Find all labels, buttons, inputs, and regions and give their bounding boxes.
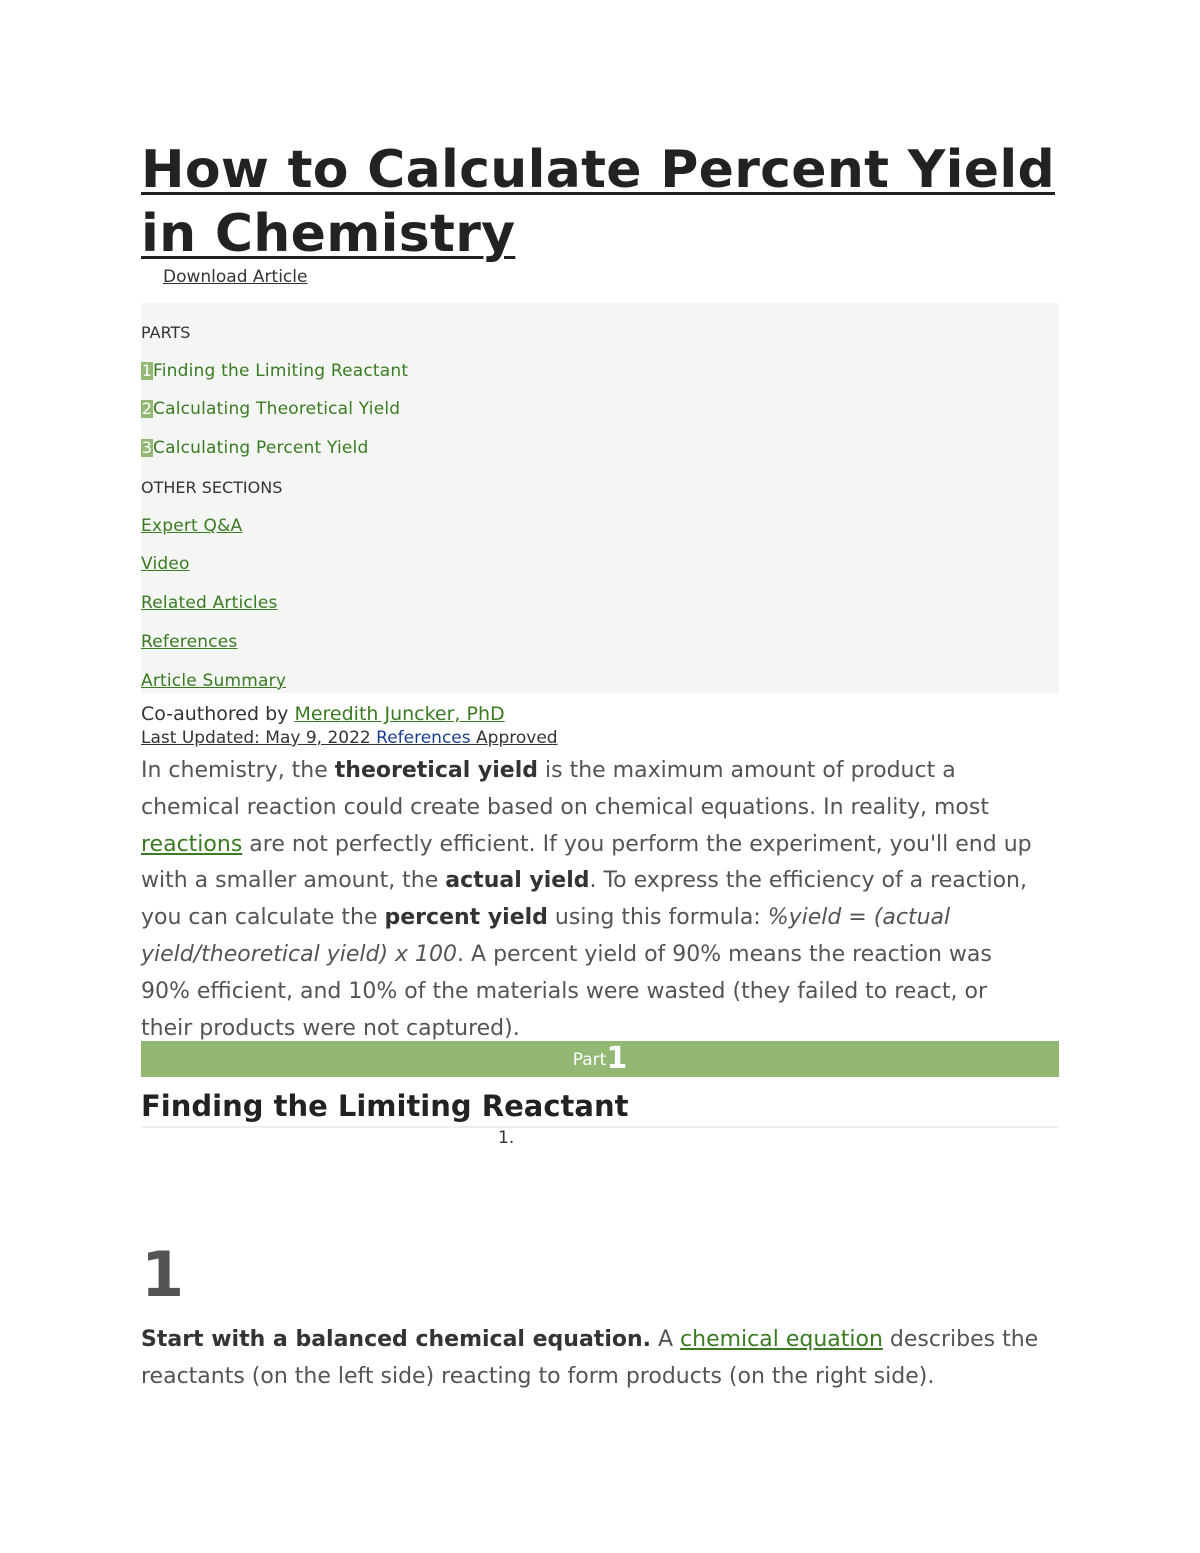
- step-text: [141, 1321, 1059, 1395]
- article-page: [141, 138, 1059, 1389]
- toc-part-label: Calculating Theoretical Yield: [153, 399, 401, 419]
- toc-other-heading: OTHER SECTIONS: [141, 478, 283, 497]
- toc-part-label: Finding the Limiting Reactant: [153, 361, 409, 381]
- toc-article-summary-link[interactable]: Article Summary: [141, 671, 287, 691]
- intro-bold: theoretical yield: [334, 758, 539, 783]
- download-article-link[interactable]: Download Article: [163, 267, 308, 287]
- toc-part-number: 3: [141, 438, 153, 457]
- toc-parts-heading: PARTS: [141, 323, 191, 342]
- toc-part-1-link[interactable]: [141, 361, 408, 381]
- toc-references-link[interactable]: References: [141, 632, 238, 652]
- author-link[interactable]: Meredith Juncker, PhD: [294, 703, 505, 725]
- percent-yield-formula: %yield = (actual yield/theoretical yield) x 100: [141, 905, 951, 967]
- byline-prefix: Co-authored by: [141, 703, 289, 725]
- list-marker: 1.: [498, 1128, 515, 1148]
- intro-paragraph: [141, 753, 1041, 1047]
- toc-part-label: Calculating Percent Yield: [153, 438, 369, 458]
- intro-text: . To express the efficiency of a reaction, you can calculate the: [141, 868, 1027, 931]
- step-body: A: [651, 1327, 681, 1352]
- updated-line: [141, 728, 558, 748]
- article-title[interactable]: How to Calculate Percent Yield in Chemistry: [141, 140, 1056, 264]
- intro-text: using this formula:: [547, 905, 768, 931]
- chemical-equation-link[interactable]: chemical equation: [680, 1327, 883, 1352]
- intro-bold: percent yield: [384, 905, 548, 931]
- intro-text: . A percent yield of 90% means the reaction was 90% efficient, and 10% of the materials were wasted (they failed to react, or their products were not captured).: [141, 941, 992, 1041]
- byline: [141, 703, 505, 725]
- toc-part-2-link[interactable]: [141, 399, 400, 419]
- last-updated: Last Updated: May 9, 2022: [141, 728, 371, 748]
- part-banner: [141, 1041, 1059, 1077]
- intro-bold: actual yield: [445, 868, 590, 894]
- step-heading: Start with a balanced chemical equation.: [141, 1327, 651, 1352]
- toc-part-number: 1: [141, 361, 153, 380]
- part-label: Part: [572, 1050, 607, 1070]
- step-body: describes the reactants (on the left side) reacting to form products (on the right side).: [141, 1327, 1039, 1389]
- part-number: 1: [606, 1041, 628, 1076]
- toc-related-articles-link[interactable]: Related Articles: [141, 593, 278, 613]
- section-title: Finding the Limiting Reactant: [141, 1086, 1059, 1128]
- approved-badge[interactable]: Approved: [476, 728, 558, 748]
- references-link[interactable]: References: [376, 728, 471, 748]
- table-of-contents: [141, 303, 1059, 693]
- intro-text: is the maximum amount of product a chemical reaction could create based on chemical equations. In reality, most: [141, 758, 989, 820]
- intro-text: are not perfectly efficient. If you perform the experiment, you'll end up with a smaller amount, the: [141, 831, 1032, 894]
- toc-part-number: 2: [141, 399, 153, 418]
- toc-video-link[interactable]: Video: [141, 554, 190, 574]
- reactions-link[interactable]: reactions: [141, 831, 243, 857]
- step-number: 1: [141, 1238, 185, 1311]
- intro-text: In chemistry, the: [141, 758, 335, 783]
- toc-part-3-link[interactable]: [141, 438, 368, 458]
- toc-expert-qa-link[interactable]: Expert Q&A: [141, 516, 243, 536]
